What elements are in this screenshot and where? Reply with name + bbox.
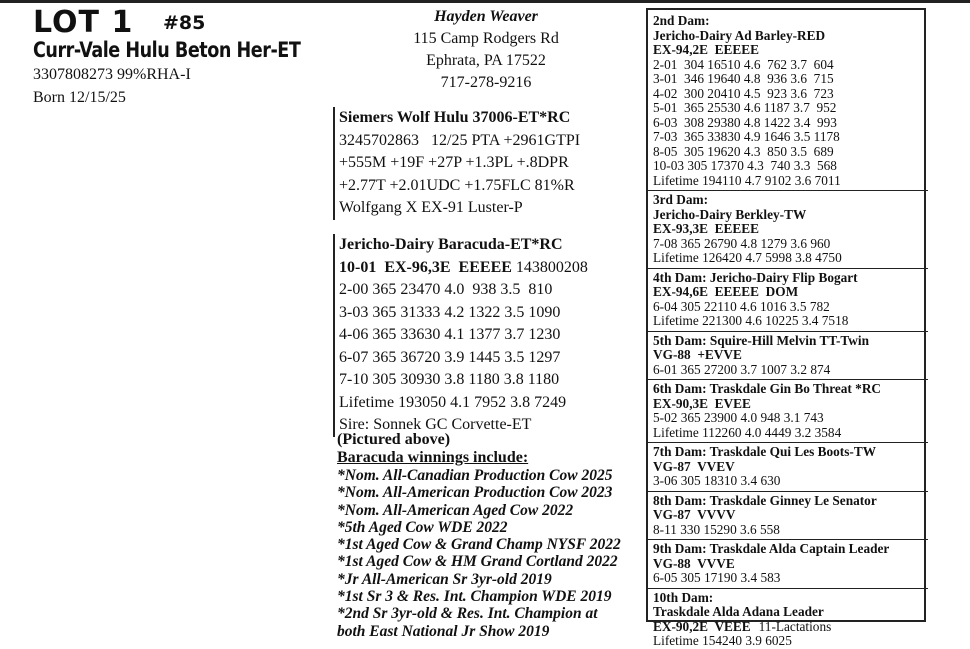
consignor-address: 115 Camp Rodgers Rd [413, 30, 559, 47]
dam-record: 4-02 300 20410 4.5 923 3.6 723 [653, 85, 834, 101]
dam-name: Traskdale Alda Adana Leader [653, 604, 824, 619]
dam-record: Lifetime 112260 4.0 4449 3.2 3584 [653, 424, 842, 440]
section-divider [648, 491, 928, 492]
dam-record: 3-06 305 18310 3.4 630 [653, 473, 781, 488]
dam-classification-line [339, 257, 649, 280]
section-divider [648, 539, 928, 540]
pedigree-section [653, 14, 920, 188]
dam-heading: 4th Dam: Jericho-Dairy Flip Bogart [653, 269, 858, 285]
dam-record: Lifetime 194110 4.7 9102 3.6 7011 [653, 172, 841, 188]
dam-name: Jericho-Dairy Ad Barley-RED [653, 27, 826, 43]
sire-block [333, 107, 639, 220]
pictured-note: (Pictured above) [337, 431, 451, 448]
dam-record: 6-01 365 27200 3.7 1007 3.2 874 [653, 361, 831, 377]
dam-heading: 3rd Dam: [653, 192, 709, 207]
dam-classification-line [653, 285, 920, 300]
pedigree-section [653, 268, 920, 329]
top-rule [0, 0, 970, 3]
section-divider [648, 588, 928, 589]
section-divider [648, 268, 928, 269]
winnings-heading: Baracuda winnings include: [337, 449, 529, 466]
winnings-item: *2nd Sr 3yr-old & Res. Int. Champion at [337, 605, 598, 623]
animal-id: 3307808273 99%RHA-I [33, 66, 191, 83]
dam-classification: VG-88 VVVE [653, 555, 735, 571]
winnings-item: *1st Aged Cow & Grand Champ NYSF 2022 [337, 536, 621, 554]
winnings-item: *Nom. All-American Aged Cow 2022 [337, 501, 574, 519]
consignor-phone: 717-278-9216 [440, 74, 532, 91]
consignor-city: Ephrata, PA 17522 [426, 52, 546, 69]
dam-record: 3-01 346 19640 4.8 936 3.6 715 [653, 71, 834, 86]
consignor-block [370, 6, 602, 94]
dam-record: 7-08 365 26790 4.8 1279 3.6 960 [653, 235, 831, 251]
dam-classification-line [653, 508, 920, 523]
dam-heading: 8th Dam: Traskdale Ginney Le Senator [653, 492, 877, 508]
dam-heading: 6th Dam: Traskdale Gin Bo Threat *RC [653, 381, 882, 396]
section-divider [648, 331, 928, 332]
dam-classification: EX-93,3E EEEEE [653, 221, 760, 236]
dam-classification-line [653, 222, 920, 237]
animal-name: Curr-Vale Hulu Beton Her-ET [33, 38, 301, 62]
dam-record: 6-05 305 17190 3.4 583 [653, 570, 781, 585]
dam-record: 5-01 365 25530 4.6 1187 3.7 952 [653, 100, 837, 115]
dam-record: 6-04 305 22110 4.6 1016 3.5 782 [653, 298, 830, 314]
dam-classification: EX-94,6E EEEEE DOM [653, 284, 799, 299]
winnings-item: *Jr All-American Sr 3yr-old 2019 [337, 570, 552, 588]
winnings-item: *Nom. All-American Production Cow 2023 [337, 484, 613, 502]
sire-line: Wolfgang X EX-91 Luster-P [339, 199, 523, 216]
dam-classification: EX-90,2E VEEE [653, 618, 751, 634]
pedigree-box [646, 8, 926, 648]
dam-lifetime: Lifetime 193050 4.1 7952 3.8 7249 [339, 393, 567, 411]
pedigree-section [653, 539, 920, 586]
dam-record: 2-01 304 16510 4.6 762 3.7 604 [653, 56, 834, 72]
dam-record: 7-03 365 33830 4.9 1646 3.5 1178 [653, 129, 840, 144]
dam-classification: EX-90,3E EVEE [653, 395, 751, 411]
dam-classification-line [653, 557, 920, 572]
lot-label: LOT 1 [33, 5, 134, 40]
winnings-item: *1st Aged Cow & HM Grand Cortland 2022 [337, 553, 618, 571]
dam-heading: 9th Dam: Traskdale Alda Captain Leader [653, 541, 890, 556]
dam-record: 3-03 365 31333 4.2 1322 3.5 1090 [339, 303, 561, 321]
dam-record: 6-07 365 36720 3.9 1445 3.5 1297 [339, 348, 561, 366]
winnings-item: *Nom. All-Canadian Production Cow 2025 [337, 467, 613, 484]
dam-record: 7-10 305 30930 3.8 1180 3.8 1180 [339, 371, 560, 388]
dam-sire: Sire: Sonnek GC Corvette-ET [339, 416, 532, 433]
dam-record: 10-03 305 17370 4.3 740 3.3 568 [653, 158, 837, 173]
consignor-name: Hayden Weaver [434, 8, 538, 25]
dam-record: Lifetime 154240 3.9 6025 [653, 633, 792, 648]
dam-classification: VG-88 +EVVE [653, 347, 742, 362]
dam-classification-line [653, 348, 920, 363]
pedigree-section [653, 442, 920, 489]
birth-date: Born 12/15/25 [33, 89, 126, 106]
pedigree-section [653, 331, 920, 378]
lactations-note: 11-Lactations [758, 618, 832, 634]
section-divider [648, 190, 928, 191]
sire-line: 3245702863 12/25 PTA +2961GTPI [339, 131, 581, 149]
dam-heading: 7th Dam: Traskdale Qui Les Boots-TW [653, 444, 876, 459]
lot-number: #85 [163, 12, 206, 34]
dam-heading: 5th Dam: Squire-Hill Melvin TT-Twin [653, 332, 869, 348]
winnings-list [337, 467, 647, 640]
sire-line: +555M +19F +27P +1.3PL +.8DPR [339, 154, 569, 171]
dam-name: Jericho-Dairy Baracuda-ET*RC [339, 236, 563, 253]
dam-classification-line [653, 620, 920, 635]
dam-classification-line [653, 397, 920, 412]
winnings-item: *1st Sr 3 & Res. Int. Champion WDE 2019 [337, 588, 612, 606]
dam-block [333, 234, 649, 437]
dam-record: Lifetime 221300 4.6 10225 3.4 7518 [653, 313, 849, 328]
section-divider [648, 442, 928, 443]
dam-classification: VG-87 VVEV [653, 458, 735, 474]
winnings-item: *5th Aged Cow WDE 2022 [337, 518, 508, 536]
dam-record: Lifetime 126420 4.7 5998 3.8 4750 [653, 250, 842, 265]
dam-classification: EX-94,2E EEEEE [653, 42, 760, 57]
dam-classification-line [653, 460, 920, 475]
dam-id: 143800208 [515, 258, 588, 276]
sire-line: +2.77T +2.01UDC +1.75FLC 81%R [339, 176, 575, 194]
dam-heading: 10th Dam: [653, 589, 714, 605]
pedigree-section [653, 379, 920, 440]
dam-classification: VG-87 VVVV [653, 507, 736, 522]
dam-record: 5-02 365 23900 4.0 948 3.1 743 [653, 410, 824, 425]
dam-record: 8-11 330 15290 3.6 558 [653, 521, 780, 537]
pedigree-section [653, 588, 920, 649]
pedigree-section [653, 190, 920, 266]
dam-record: 4-06 365 33630 4.1 1377 3.7 1230 [339, 326, 561, 343]
dam-classification-line [653, 43, 920, 58]
dam-record: 6-03 308 29380 4.8 1422 3.4 993 [653, 114, 837, 130]
dam-name: Jericho-Dairy Berkley-TW [653, 206, 807, 222]
dam-classification: 10-01 EX-96,3E EEEEE [339, 258, 512, 276]
sire-name: Siemers Wolf Hulu 37006-ET*RC [339, 109, 571, 126]
dam-record: 8-05 305 19620 4.3 850 3.5 689 [653, 143, 834, 159]
dam-heading: 2nd Dam: [653, 13, 710, 28]
section-divider [648, 379, 928, 380]
dam-record: 2-00 365 23470 4.0 938 3.5 810 [339, 281, 553, 298]
pedigree-section [653, 491, 920, 538]
winnings-item: both East National Jr Show 2019 [337, 622, 550, 640]
